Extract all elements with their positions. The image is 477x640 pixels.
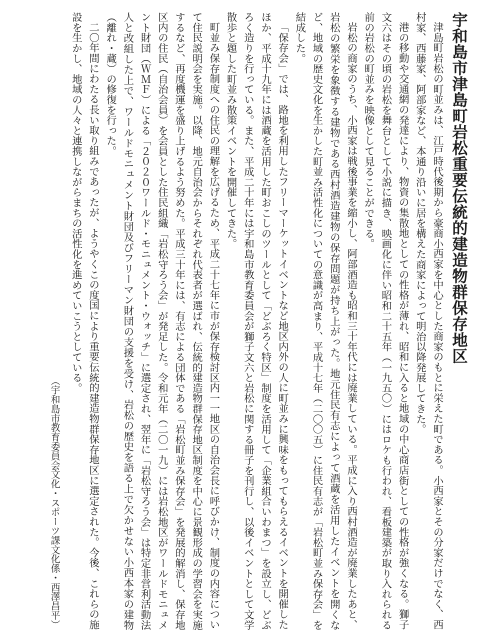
paragraph-2: 港の移動や交通網の発達により、物資の集散地としての性格が薄れ、昭和に入ると地域の中心商店街としての性格が強くなる。獅子文六はその頃の岩松を舞台として小説に描き、映画化に伴い昭和二十五年（一九五〇）にはロケも行われ、看板建築が取り入れられる前の岩松の町並みを映像として見ることができる。	[362, 12, 409, 630]
paragraph-3: 岩松の商家のうち、小西家は戦後事業を縮小し、阿部酒造も昭和三十年代には廃業している。平成に入り西村酒造が廃業したあと、岩松の繁栄を象徴する建物である西村酒造建物の保存問題が持ち上がった。地元住民有志によって酒蔵を活用したイベントを開くなど、地域の歴史文化を生かした町並み活性化についての意識が高まり、平成十七年（二〇〇五）に住民有志が「岩松町並み保存会」を結成した。	[293, 12, 357, 630]
author-credit: （宇和島市教育委員会文化・スポーツ課文化係・西澤昌平）	[48, 376, 60, 630]
paragraph-6: 二〇年間にわたる長い取り組みであったが、ようやくこの度国により重要伝統的建造物群保存地区に選定された。今後、これらの施設を生かし、地域の人々と連携しながらまちの活性化を進めていこうとしている。	[69, 12, 99, 630]
paragraph-5: 町並み保存制度への住民の理解を広げるため、平成二十七年に市が保存検討区内一一地区の自治会長に呼びかけ、制度の内容について住民説明会を実施。以降、地元自治会からそれぞれ代表者が選ばれ、伝統的建造物群保存地区制度を中心に景観形成の学習会を実施するなど、再度機運を盛り上げるよう努めた。平成三十年には、有志による団体である「岩松町並み保存会」を発展的解消し、保存地区内の住民（自治会員）を会員とした住民組織「岩松守ろう会」が発足した。令和元年（二〇一九）には岩松地区がワールドモニュメント財団（ＷＭＦ）による「２０２０ワールド・モニュメント・ウォッチ」に選定され、翌年に「岩松守ろう会」は特定非営利活動法人と改組した上で、ワールドモニュメント財団及びフリーマン財団の支援を受け、岩松の歴史を語る上で欠かせない小西本家の建物（離れ・蔵）の修復を行った。	[104, 12, 220, 630]
paragraph-4: 「保存会」では、路地を利用したフリーマーケットイベントなど地区内外の人に町並みに興味をもってもらえるイベントを開催したほか、平成十九年には酒蔵を活用した町おこしのツールとして「どぶろく特区」制度を活用して「企業組合いわまつ」を設立し、どぶろく造りを行っている。また、平成二十年には宇和島市教育委員会が獅子文六と岩松に関する冊子を刊行し、以後イベントとして文学散歩と題した町並み散策イベントを開催してきた。	[224, 12, 289, 630]
vertical-article	[8, 12, 469, 630]
article-title: 宇和島市津島町岩松重要伝統的建造物群保存地区	[450, 12, 469, 364]
paragraph-1: 津島町岩松の町並みは、江戸時代後期から豪商小西家を中心とした商家のもとに栄えた町である。小西家とその分家だけでなく、西村家、西藤家、阿部家など、本通り沿いに居を構えた商家によって明治以降発展してきた。	[413, 12, 443, 630]
